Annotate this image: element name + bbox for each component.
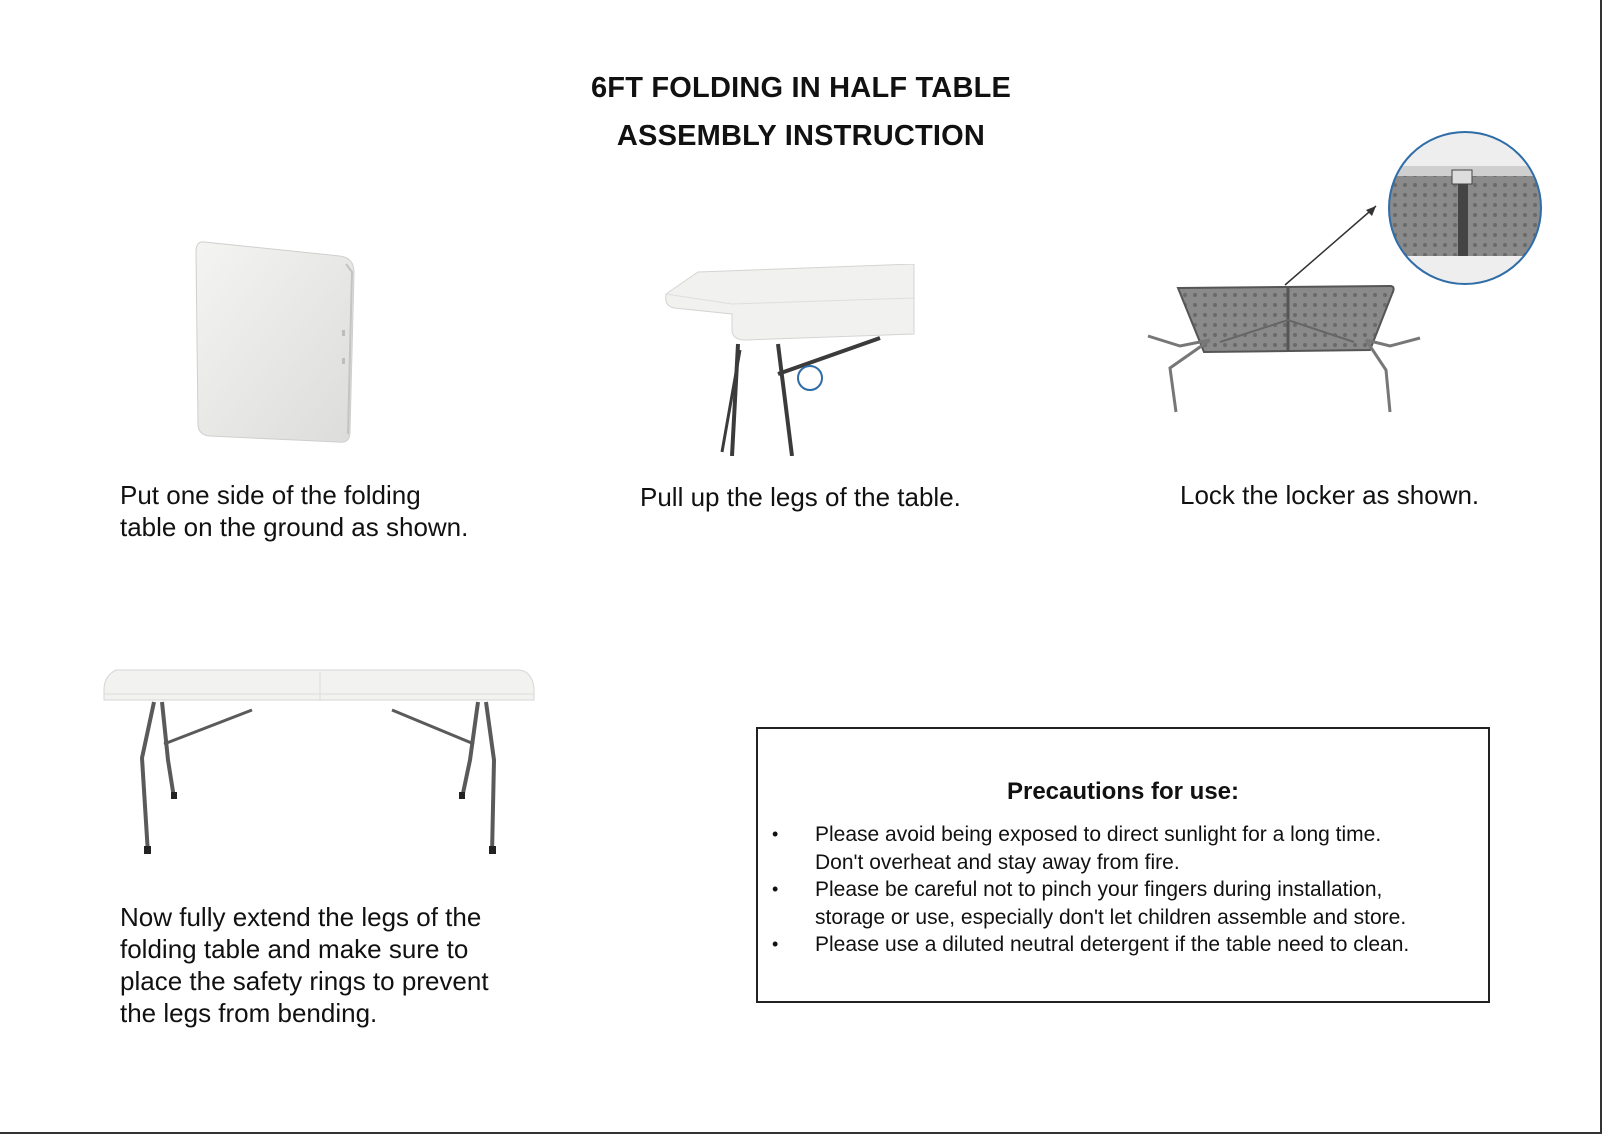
list-item: • Please use a diluted neutral detergent if the table need to clean. bbox=[758, 931, 1488, 959]
folded-table-illustration bbox=[190, 238, 370, 453]
step-2-caption: Pull up the legs of the table. bbox=[640, 482, 961, 512]
precautions-title: Precautions for use: bbox=[1006, 778, 1240, 805]
bullet: • bbox=[772, 824, 779, 844]
precautions-list bbox=[758, 821, 1488, 959]
list-item: • Please be careful not to pinch your fingers during installation, storage or use, especially don't let children assemble and store. bbox=[772, 878, 1407, 929]
precautions-box bbox=[756, 727, 1490, 1003]
bullet: • bbox=[772, 934, 779, 954]
document-subtitle: ASSEMBLY INSTRUCTION bbox=[616, 120, 986, 152]
list-item: • Please avoid being exposed to direct sunlight for a long time. Don't overheat and stay away from fire. bbox=[772, 823, 1382, 874]
step-1-caption: Put one side of the folding table on the ground as shown. bbox=[120, 480, 469, 542]
step-3-caption: Lock the locker as shown. bbox=[1180, 480, 1480, 510]
document-title: 6FT FOLDING IN HALF TABLE bbox=[590, 72, 1012, 104]
step-4-caption: Now fully extend the legs of the folding table and make sure to place the safety rings to prevent the legs from bending. bbox=[120, 902, 489, 1028]
bullet: • bbox=[772, 879, 779, 899]
extended-table-illustration bbox=[102, 668, 538, 860]
table-legs-up-illustration bbox=[662, 264, 922, 456]
table-locker-illustration bbox=[1140, 130, 1550, 430]
